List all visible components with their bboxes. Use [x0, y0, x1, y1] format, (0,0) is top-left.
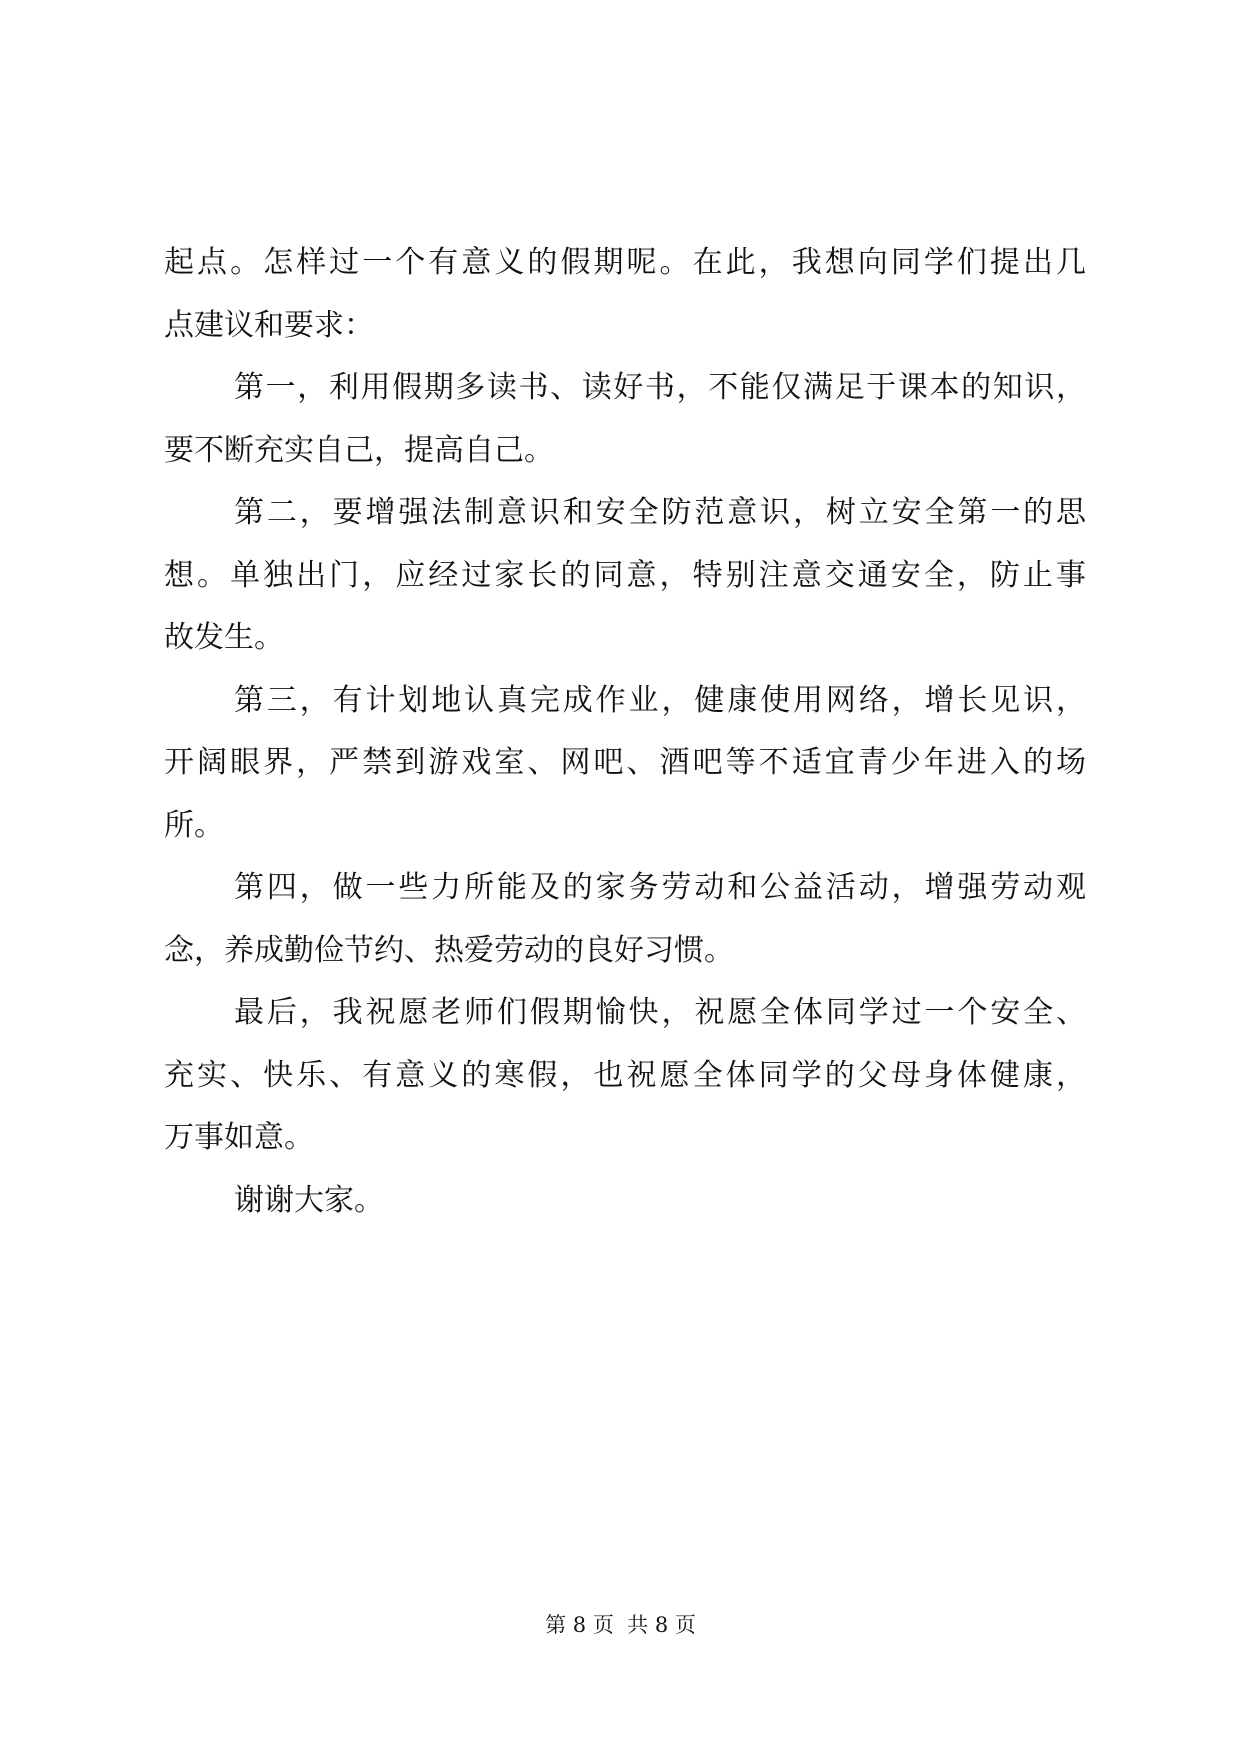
text-line: 最后，我祝愿老师们假期愉快，祝愿全体同学过一个安全、	[234, 995, 1086, 1030]
text-line: 要不断充实自己，提高自己。	[164, 432, 554, 468]
text-line: 想。单独出门，应经过家长的同意，特别注意交通安全，防止事	[164, 557, 1086, 593]
text-line: 第二，要增强法制意识和安全防范意识，树立安全第一的思	[234, 495, 1086, 530]
text-line: 所。	[164, 807, 224, 843]
text-line: 第三，有计划地认真完成作业，健康使用网络，增长见识，	[234, 682, 1086, 718]
text-line: 万事如意。	[164, 1120, 314, 1155]
page-number-footer: 第 8 页 共 8 页	[545, 1613, 696, 1637]
text-line: 起点。怎样过一个有意义的假期呢。在此，我想向同学们提出几	[164, 245, 1086, 280]
text-line: 第一，利用假期多读书、读好书，不能仅满足于课本的知识，	[234, 370, 1086, 405]
body-text	[164, 232, 1086, 1232]
text-line: 谢谢大家。	[234, 1182, 384, 1218]
text-line: 点建议和要求：	[164, 307, 374, 343]
text-line: 充实、快乐、有意义的寒假，也祝愿全体同学的父母身体健康，	[164, 1057, 1086, 1093]
text-line: 第四，做一些力所能及的家务劳动和公益活动，增强劳动观	[234, 870, 1086, 905]
text-line: 开阔眼界，严禁到游戏室、网吧、酒吧等不适宜青少年进入的场	[164, 745, 1086, 780]
text-line: 念，养成勤俭节约、热爱劳动的良好习惯。	[164, 932, 734, 968]
text-line: 故发生。	[164, 620, 284, 655]
